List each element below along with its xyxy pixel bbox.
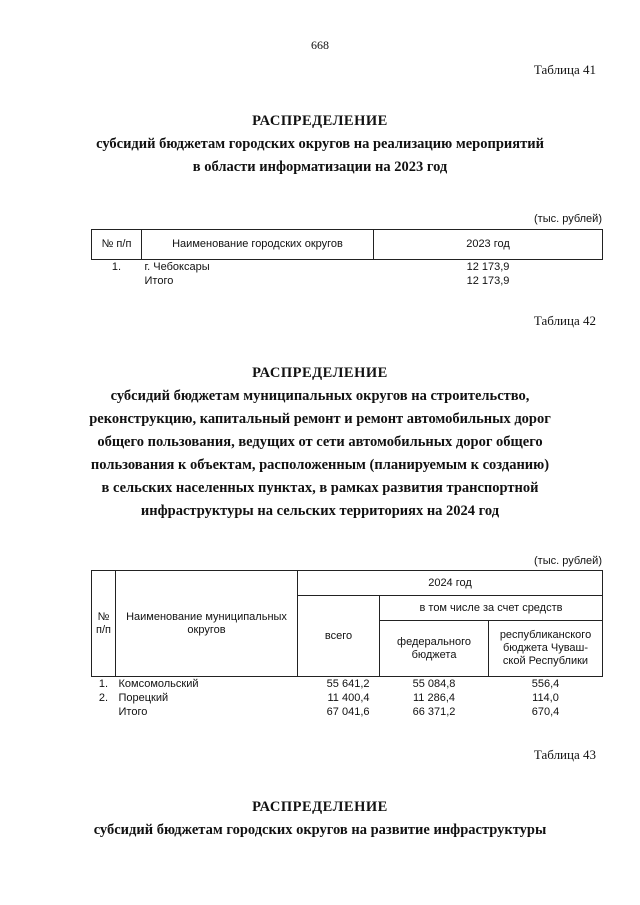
- table-41-units: (тыс. рублей): [534, 213, 602, 225]
- table-row: [92, 274, 603, 288]
- table-41-title-line: в области информатизации на 2023 год: [192, 159, 448, 175]
- row-name: Итого: [144, 275, 174, 287]
- column-header-num: № п/п: [92, 230, 142, 260]
- column-header-total: всего: [298, 596, 380, 677]
- row-num: 1.: [98, 678, 109, 690]
- column-header-num: № п/п: [92, 571, 116, 677]
- table-42: [91, 570, 603, 719]
- table-41-label: Таблица 41: [533, 62, 596, 77]
- column-header-name: Наименование городских округов: [142, 230, 374, 260]
- column-header-republic: республиканского бюджета Чуваш-ской Республики: [489, 621, 603, 677]
- table-row: [92, 677, 603, 692]
- table-42-title: [60, 362, 580, 523]
- column-header-name: Наименование муниципальных округов: [116, 571, 298, 677]
- column-header-year: 2023 год: [374, 230, 603, 260]
- row-value: 12 173,9: [466, 275, 510, 287]
- row-num: [92, 705, 116, 719]
- column-header-federal: федерального бюджета: [380, 621, 489, 677]
- row-total: 67 041,6: [326, 706, 370, 718]
- row-republic: 114,0: [532, 692, 559, 704]
- table-42-title-line: инфраструктуры на сельских территориях на 2024 год: [140, 503, 500, 519]
- table-42-title-line: субсидий бюджетам муниципальных округов на строительство,: [110, 388, 530, 404]
- table-42-units: (тыс. рублей): [534, 555, 602, 567]
- row-value: 12 173,9: [466, 261, 510, 273]
- row-num: 2.: [98, 692, 109, 704]
- row-name: г. Чебоксары: [144, 261, 210, 273]
- row-republic: 670,4: [531, 706, 560, 718]
- row-name: Комсомольский: [118, 678, 199, 690]
- table-41-title-line: субсидий бюджетам городских округов на реализацию мероприятий: [96, 136, 544, 152]
- row-name: Порецкий: [118, 692, 169, 704]
- table-43-title-head: РАСПРЕДЕЛЕНИЕ: [252, 799, 388, 815]
- row-federal: 55 084,8: [412, 678, 456, 690]
- table-43-title: [60, 796, 580, 842]
- row-republic: 556,4: [531, 678, 560, 690]
- column-header-year: 2024 год: [298, 571, 603, 596]
- row-total: 11 400,4: [327, 692, 370, 704]
- row-total: 55 641,2: [326, 678, 370, 690]
- row-name: Итого: [118, 706, 148, 718]
- table-row: [92, 260, 603, 275]
- table-42-title-line: реконструкцию, капитальный ремонт и ремонт автомобильных дорог: [89, 411, 551, 427]
- table-42-title-line: в сельских населенных пунктах, в рамках развития транспортной: [101, 480, 539, 496]
- page-number: 668: [311, 38, 329, 52]
- table-42-label: Таблица 42: [533, 313, 596, 328]
- table-41-title: [60, 110, 580, 179]
- table-42-title-line: общего пользования, ведущих от сети автомобильных дорог общего: [97, 434, 543, 450]
- row-federal: 11 286,4: [412, 692, 455, 704]
- row-num: 1.: [111, 261, 122, 273]
- row-federal: 66 371,2: [412, 706, 456, 718]
- table-row: [92, 705, 603, 719]
- table-43-label: Таблица 43: [533, 747, 596, 762]
- table-41-title-head: РАСПРЕДЕЛЕНИЕ: [252, 113, 388, 129]
- row-num: [92, 274, 142, 288]
- table-42-title-head: РАСПРЕДЕЛЕНИЕ: [252, 365, 388, 381]
- table-42-title-line: пользования к объектам, расположенным (планируемым к созданию): [90, 457, 550, 473]
- table-row: [92, 691, 603, 705]
- column-header-including: в том числе за счет средств: [380, 596, 603, 621]
- table-43-title-line: субсидий бюджетам городских округов на развитие инфраструктуры: [93, 822, 547, 838]
- table-41: [91, 229, 603, 288]
